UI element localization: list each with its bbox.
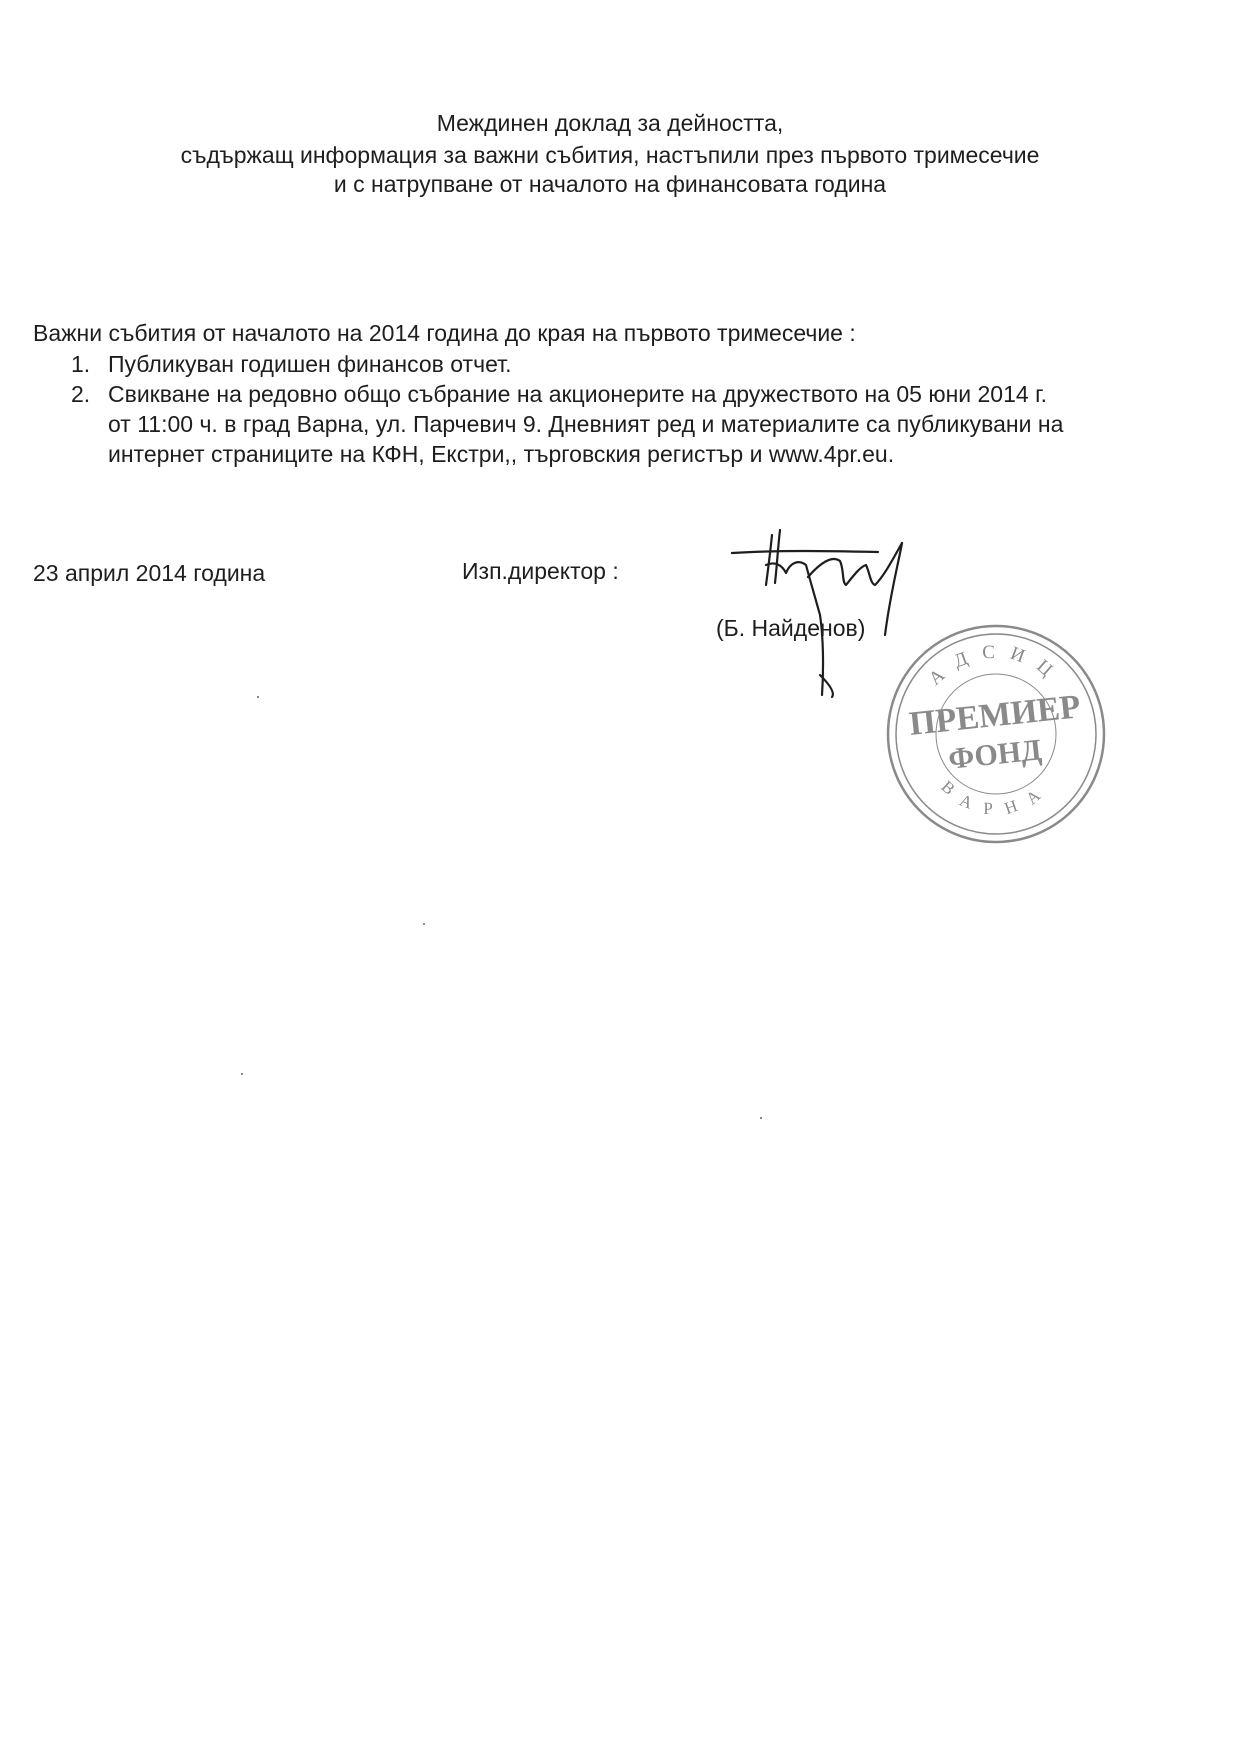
events-list bbox=[33, 349, 1203, 469]
report-title-line-1: Междинен доклад за дейността, bbox=[436, 110, 784, 136]
seal-center-line-2: ФОНД bbox=[946, 733, 1044, 776]
list-item-text: от 11:00 ч. в град Варна, ул. Парчевич 9. Дневният ред и материалите са публикувани на bbox=[108, 411, 1064, 437]
scan-speck bbox=[760, 1117, 762, 1119]
list-item-text: Свикване на редовно общо събрание на акционерите на дружеството на 05 юни 2014 г. bbox=[108, 381, 1048, 407]
svg-text:ВАРНА bbox=[938, 777, 1055, 818]
scan-speck bbox=[423, 923, 425, 925]
scan-speck bbox=[241, 1073, 243, 1075]
report-title-line-3: и с натрупване от началото на финансовата година bbox=[333, 171, 887, 197]
events-intro: Важни събития от началото на 2014 година до края на първото тримесечие : bbox=[33, 320, 856, 346]
seal-bottom-text: ВАРНА bbox=[937, 776, 1055, 819]
list-item-text: интернет страниците на КФН, Екстри,, търговския регистър и www.4pr.eu. bbox=[108, 441, 895, 467]
company-seal bbox=[880, 618, 1112, 850]
seal-center-line-1: ПРЕМИЕР bbox=[907, 688, 1083, 743]
director-label: Изп.директор : bbox=[462, 558, 619, 584]
list-item bbox=[33, 379, 1203, 469]
seal-top-text: АДСИЦ bbox=[924, 641, 1068, 690]
list-item-number: 1. bbox=[71, 351, 91, 377]
list-item-number: 2. bbox=[71, 381, 91, 407]
report-date: 23 април 2014 година bbox=[33, 560, 266, 586]
signatory-name: (Б. Найденов) bbox=[716, 615, 866, 641]
list-item-text: Публикуван годишен финансов отчет. bbox=[108, 351, 512, 377]
list-item bbox=[33, 349, 1203, 379]
report-title-line-2: съдържащ информация за важни събития, настъпили през първото тримесечие bbox=[180, 142, 1040, 168]
svg-text:АДСИЦ bbox=[925, 642, 1067, 690]
scan-speck bbox=[257, 696, 259, 698]
